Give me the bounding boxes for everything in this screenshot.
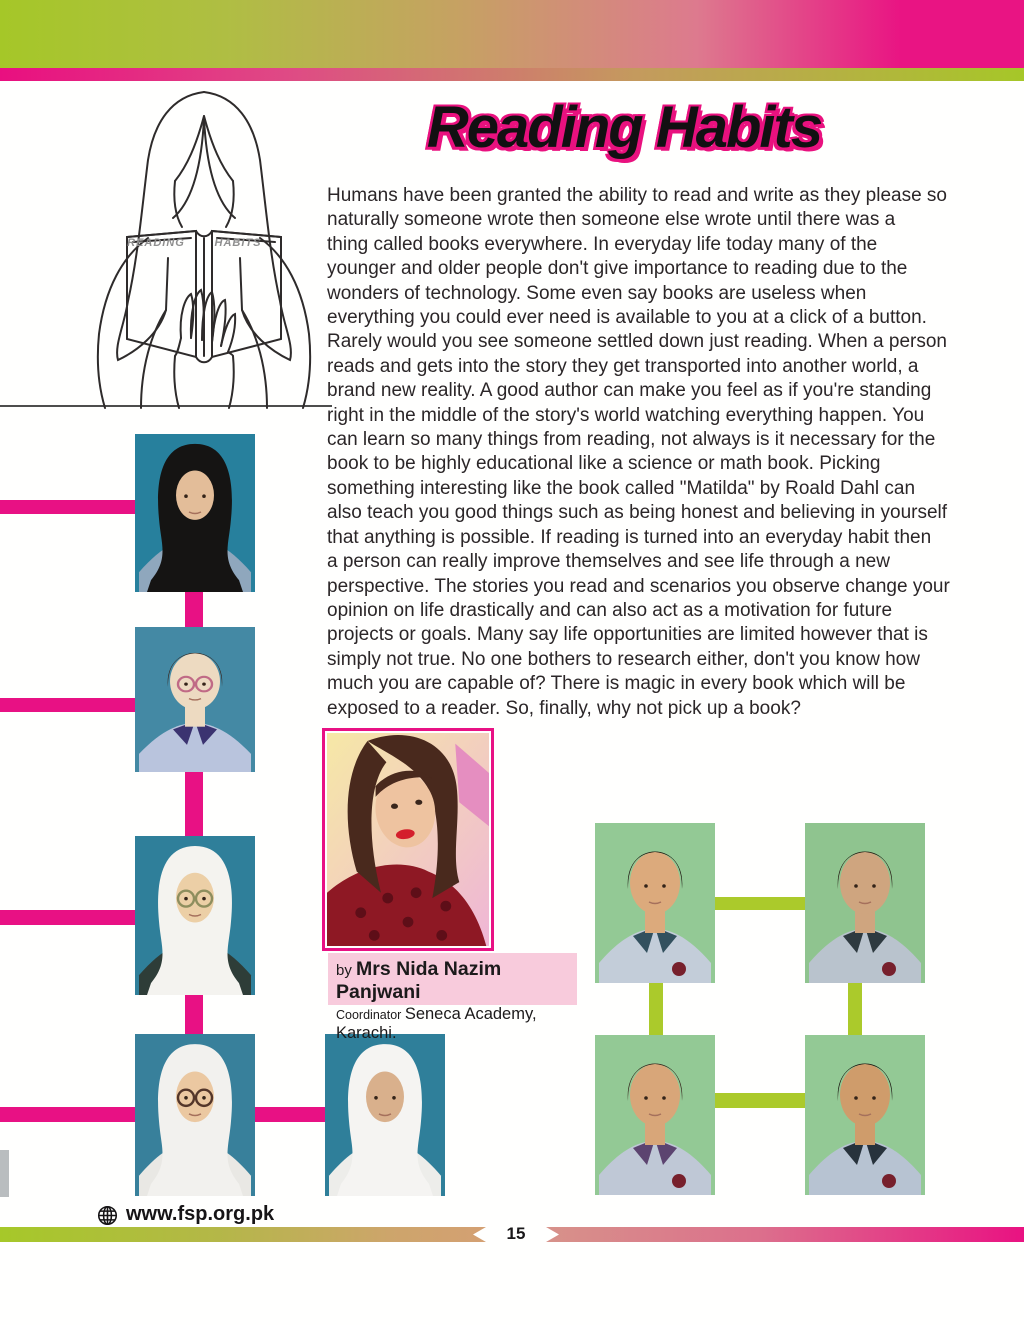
student-photo-6 (595, 823, 715, 983)
reading-girl-illustration (75, 88, 333, 410)
connector-pink-v3 (185, 993, 203, 1036)
student-photo-4 (135, 1034, 255, 1196)
article-text: Humans have been granted the ability to read and write as they please so naturally someone wrote then someone else wrote until there was a thing called books everywhere. In everyday life today many of the younger and older people don't give importance to reading due to the wonders of technology. Some even say books are useless when everything you could ever need is available to you at a click of a button. Rarely would you see someone settled down just reading. When a person reads and gets into the story they get transported into another world, a brand new reality. A good author can make you feel as if you're standing right in the middle of the story's world watching everything happen. You can learn so many things from reading, not always is it necessary for the book to be highly educational like a science or math book. Picking something interesting like the book called "Matilda" by Roald Dahl can also teach you good things such as being honest and believing in yourself that anything is possible. If reading is turned into an everyday habit then a person can really improve themselves and see life through a new perspective. The stories you read and scenarios you observe change your opinion on life drastically and can also act as a motivation for future projects or goals. Many say life opportunities are limited however that is simply not true. No one bothers to research either, don't you know how much you are capable of? There is magic in every book which will be exposed to a reader. So, finally, why not pick up a book? (327, 185, 950, 719)
connector-pink-h5 (255, 1107, 325, 1122)
footer-gradient-bar-right (546, 1227, 1024, 1242)
student-photo-5 (325, 1034, 445, 1196)
page-title: Reading Habits (426, 95, 822, 160)
connector-green-h1 (715, 897, 805, 910)
book-page-label-reading: READING (127, 237, 185, 249)
page-number: 15 (506, 1224, 526, 1243)
connector-green-v2 (848, 982, 862, 1036)
student-photo-1 (135, 434, 255, 592)
website-url: www.fsp.org.pk (126, 1203, 275, 1225)
connector-pink-v1 (185, 590, 203, 630)
connector-pink-h1 (0, 500, 136, 514)
student-photo-9 (805, 1035, 925, 1195)
connector-pink-h4 (0, 1107, 136, 1122)
connector-pink-h3 (0, 910, 136, 925)
author-organization: Seneca Academy, Karachi. (336, 1005, 537, 1042)
connector-green-h2 (715, 1093, 805, 1108)
author-name: Mrs Nida Nazim Panjwani (336, 958, 502, 1003)
author-photo (322, 728, 494, 951)
author-photo-image (327, 733, 489, 946)
student-photo-3 (135, 836, 255, 995)
footer-gradient-bar-left (0, 1227, 486, 1242)
byline-prefix: by (336, 962, 352, 979)
header-gradient-bar (0, 0, 1024, 68)
connector-pink-v2 (185, 770, 203, 838)
globe-icon (97, 1205, 118, 1226)
student-photo-8 (595, 1035, 715, 1195)
cropped-edge-photo (0, 1150, 9, 1197)
connector-pink-h2 (0, 698, 136, 712)
byline-box (328, 953, 577, 1042)
book-page-label-habits: HABITS (214, 237, 262, 249)
header-gradient-bar-thin (0, 68, 1024, 81)
author-role: Coordinator (336, 1008, 402, 1022)
student-photo-7 (805, 823, 925, 983)
connector-green-v1 (649, 982, 663, 1036)
student-photo-2 (135, 627, 255, 772)
